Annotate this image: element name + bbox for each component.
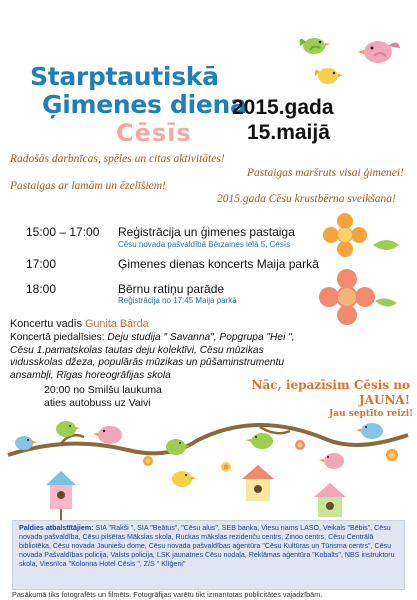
concert-host-name: Gunita Bārda xyxy=(85,318,149,330)
title-line2: Ģimenes diena xyxy=(42,90,247,119)
bird-icon xyxy=(319,453,344,469)
schedule-registration: Reģistrācija no 17:45 Maija parkā xyxy=(118,296,237,305)
schedule-time: 18:00 xyxy=(26,282,57,296)
schedule-location: Cēsu novada pašvaldībā Bērzaines ielā 5, Cēsīs xyxy=(118,240,291,249)
date-year: 2015.gada xyxy=(232,96,334,119)
orange-flower-icon xyxy=(323,213,367,257)
pink-bird-icon xyxy=(358,41,400,63)
participants-text: Deju studija " Savanna", Popgrupa "Hei ", Cēsu 1.pamatskolas tautas deju kolektīvi, Cēsu mūzikas vidusskolas džeza, populārās mūzikas un pūšaminstrumentu ansambļi, Rīgas horeogrāfijas skola xyxy=(10,332,295,381)
slogan-walk-route: Pastaigas maršruts visai ģimenei! xyxy=(247,167,404,179)
pink-flower-icon xyxy=(319,269,375,325)
footnote: Pasākumā tiks fotografēts un filmēts. Fotogrāfijas varētu tikt izmantotas publicitātes vajadzībām. xyxy=(12,590,323,599)
promo-line3: Jau septīto reizi! xyxy=(329,409,414,419)
sponsors-box xyxy=(12,520,405,590)
flower-icon xyxy=(221,462,231,472)
flower-icon xyxy=(295,440,305,450)
flower-icon xyxy=(386,449,398,461)
bus-line2: aties autobuss uz Vaivi xyxy=(44,397,151,409)
schedule-time: 15:00 – 17:00 xyxy=(26,225,100,239)
date-day: 15.maijā xyxy=(247,121,330,144)
bird-icon xyxy=(172,471,196,487)
bird-icon xyxy=(93,426,122,444)
title-city: Cēsīs xyxy=(116,119,192,147)
participants-label: Koncertā piedalīsies: xyxy=(10,332,105,343)
bird-icon xyxy=(356,423,383,439)
schedule-title: Bērnu ratiņu parāde xyxy=(118,282,225,296)
flowers-illustration xyxy=(315,205,415,345)
slogan-godchild: 2015.gada Cēsu krustbērna sveikšana! xyxy=(217,193,396,205)
sponsors-text: SIA "Rakši ", SIA "Beātus", "Cēsu alus", SEB banka, Viesu nams LASO, Veikals "Bēbis", Cēsu novada pašvaldība, Cēsu pilsētas Mākslas skola, Ruckas mākslas rezidenču centrs, Zinoo centrs, Cēsu Centrālā bibliotēka, Cēsu novada Jauniešu dome, Cēsu novada pašvaldības aģentūra "Cēsu Kultūras un Tūrisma centrs", Cēsu novada Pašvaldības policija, Valsts policija, LSK jaunatnes Cēsu nodaļa, Reklāmas aģentūra "Kobalts", NBS instruktoru skola, Viesnīca "Kolonna Hotel Cēsis ", Z/S " Klīģeni" xyxy=(19,524,395,568)
schedule-title: Reģistrācija un ģimenes pastaiga xyxy=(118,225,295,239)
bottom-branch-illustration xyxy=(0,415,417,520)
birdhouse-icon xyxy=(46,471,76,520)
yellow-bird-icon xyxy=(315,68,343,84)
slogan-llamas: Pastaigas ar lamām un ēzelīšiem! xyxy=(10,180,166,192)
concert-host-label: Koncertu vadīs xyxy=(10,318,83,330)
schedule-title: Ģimenes dienas koncerts Maija parkā xyxy=(118,257,319,271)
schedule-time: 17:00 xyxy=(26,257,57,271)
participants-paragraph xyxy=(10,332,310,382)
bird-icon xyxy=(166,439,190,455)
green-bird-icon xyxy=(300,38,330,54)
promo-line1: Nāc, iepazīsim Cēsis no xyxy=(251,378,410,392)
flower-icon xyxy=(143,456,153,466)
concert-host xyxy=(10,318,149,331)
bird-icon xyxy=(246,433,273,449)
leaf-icon xyxy=(373,240,399,250)
bus-line1: 20:00 no Smilšu laukuma xyxy=(44,384,162,396)
birds-top-illustration xyxy=(292,28,412,98)
leaf-icon xyxy=(375,298,397,306)
title-line1: Starptautiskā xyxy=(30,62,219,91)
sponsors-label: Paldies atbalstītājiem: xyxy=(19,524,94,532)
birdhouse-icon xyxy=(242,465,274,501)
birdhouse-icon xyxy=(314,483,346,517)
promo-line2: JAUNA! xyxy=(359,393,410,407)
slogan-activities: Radošās darbnīcas, spēles un citas aktivitātes! xyxy=(10,153,225,165)
